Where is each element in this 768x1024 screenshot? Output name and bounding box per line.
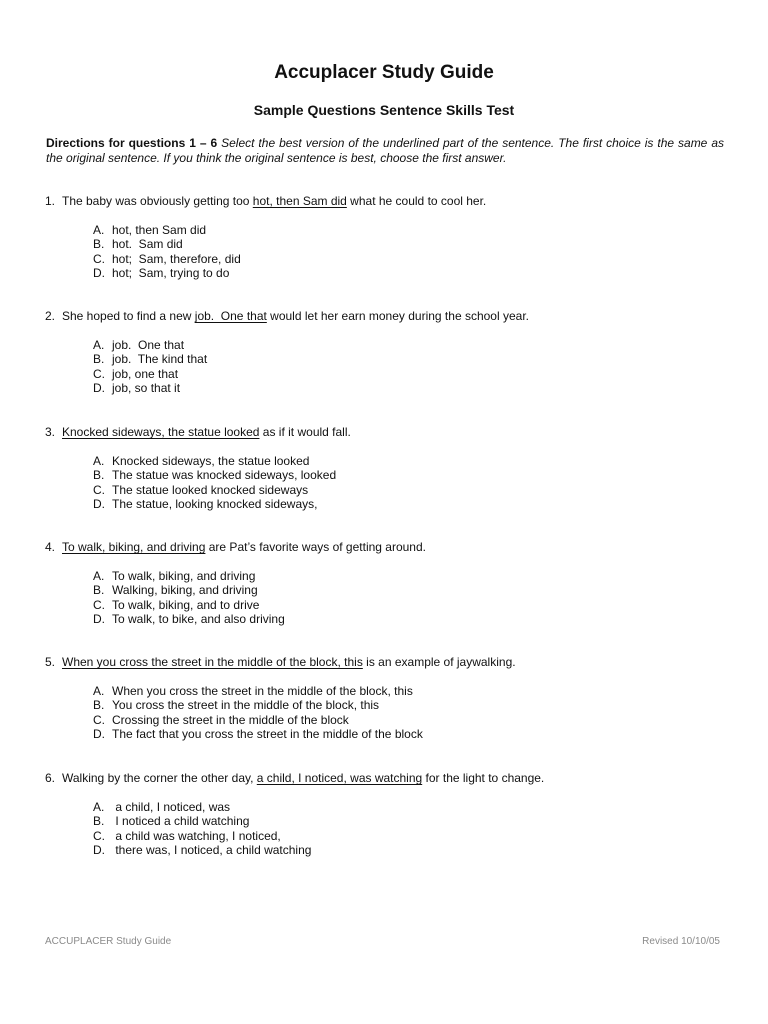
- answer-option-b: [93, 698, 735, 713]
- question-number: 4.: [45, 540, 56, 554]
- stem-before: Walking by the corner the other day,: [62, 771, 257, 785]
- question-stem: [45, 309, 735, 324]
- option-letter: D.: [93, 843, 105, 858]
- directions-paragraph: [46, 136, 724, 165]
- option-text: hot; Sam, therefore, did: [112, 251, 241, 266]
- answer-option-a: [93, 223, 735, 238]
- answer-option-d: [93, 727, 735, 742]
- answer-option-c: [93, 367, 735, 382]
- stem-after: are Pat’s favorite ways of getting around.: [205, 540, 426, 554]
- answer-option-d: [93, 612, 735, 627]
- answer-options: [93, 569, 735, 627]
- option-letter: B.: [93, 352, 105, 367]
- answer-options: [93, 684, 735, 742]
- answer-option-b: [93, 583, 735, 598]
- option-letter: C.: [93, 597, 105, 612]
- question-number: 6.: [45, 771, 56, 785]
- stem-underlined: hot, then Sam did: [252, 194, 347, 208]
- answer-option-c: [93, 598, 735, 613]
- option-text: hot, then Sam did: [112, 222, 207, 237]
- option-letter: D.: [93, 727, 105, 742]
- footer-revision-date: Revised 10/10/05: [642, 936, 720, 947]
- option-text: When you cross the street in the middle of the block, this: [112, 683, 413, 698]
- option-text: job. One that: [112, 337, 185, 352]
- answer-options: [93, 338, 735, 396]
- directions-lead: Directions for questions 1 – 6: [46, 136, 218, 150]
- option-text: The fact that you cross the street in the middle of the block: [112, 727, 423, 742]
- stem-underlined: a child, I noticed, was watching: [256, 771, 423, 785]
- answer-option-a: [93, 684, 735, 699]
- answer-option-b: [93, 814, 735, 829]
- option-text: a child was watching, I noticed,: [112, 828, 281, 843]
- option-text: To walk, to bike, and also driving: [112, 612, 285, 627]
- option-text: job, so that it: [112, 381, 181, 396]
- option-text: Knocked sideways, the statue looked: [112, 453, 310, 468]
- page-subtitle: Sample Questions Sentence Skills Test: [253, 102, 515, 118]
- answer-option-a: [93, 800, 735, 815]
- option-text: there was, I noticed, a child watching: [112, 843, 312, 858]
- page-title: Accuplacer Study Guide: [274, 62, 494, 83]
- option-letter: D.: [93, 497, 105, 512]
- option-letter: D.: [93, 266, 105, 281]
- answer-option-b: [93, 352, 735, 367]
- option-letter: C.: [93, 828, 105, 843]
- question-4: [45, 540, 735, 627]
- option-text: To walk, biking, and to drive: [112, 597, 260, 612]
- option-text: hot. Sam did: [112, 237, 183, 252]
- answer-option-d: [93, 381, 735, 396]
- question-number: 5.: [45, 655, 56, 669]
- footer-left: ACCUPLACER Study Guide: [45, 936, 172, 947]
- question-6: [45, 771, 735, 858]
- option-letter: C.: [93, 251, 105, 266]
- question-stem: [45, 425, 735, 440]
- stem-underlined: Knocked sideways, the statue looked: [62, 425, 260, 439]
- answer-options: [93, 800, 735, 858]
- option-letter: A.: [93, 799, 105, 814]
- option-letter: A.: [93, 568, 105, 583]
- question-stem: [45, 655, 735, 670]
- option-text: a child, I noticed, was: [112, 799, 231, 814]
- stem-after: would let her earn money during the school year.: [266, 309, 529, 323]
- option-letter: A.: [93, 337, 105, 352]
- directions-text: Select the best version of the underlined part of the sentence. The first choice is the same as the original sentence. If you think the original sentence is best, choose the first answer.: [46, 136, 724, 165]
- question-2: [45, 309, 735, 396]
- option-letter: A.: [93, 453, 105, 468]
- option-text: The statue looked knocked sideways: [112, 482, 309, 497]
- question-number: 2.: [45, 309, 56, 323]
- stem-before: She hoped to find a new: [62, 309, 195, 323]
- answer-option-b: [93, 237, 735, 252]
- option-text: hot; Sam, trying to do: [112, 266, 230, 281]
- answer-option-d: [93, 266, 735, 281]
- option-letter: A.: [93, 222, 105, 237]
- question-stem: [45, 540, 735, 555]
- stem-underlined: To walk, biking, and driving: [62, 540, 206, 554]
- answer-option-a: [93, 569, 735, 584]
- stem-after: is an example of jaywalking.: [362, 655, 516, 669]
- option-letter: C.: [93, 366, 105, 381]
- option-text: job, one that: [112, 366, 179, 381]
- option-letter: D.: [93, 612, 105, 627]
- option-text: Walking, biking, and driving: [112, 583, 258, 598]
- question-1: [45, 194, 735, 281]
- answer-option-d: [93, 497, 735, 512]
- answer-option-c: [93, 252, 735, 267]
- answer-option-d: [93, 843, 735, 858]
- question-number: 1.: [45, 194, 56, 208]
- option-letter: A.: [93, 683, 105, 698]
- answer-option-b: [93, 468, 735, 483]
- answer-option-c: [93, 483, 735, 498]
- option-text: The statue, looking knocked sideways,: [112, 497, 318, 512]
- answer-option-c: [93, 713, 735, 728]
- option-text: job. The kind that: [112, 352, 208, 367]
- answer-option-a: [93, 454, 735, 469]
- question-stem: [45, 194, 735, 209]
- option-letter: B.: [93, 814, 105, 829]
- stem-after: what he could to cool her.: [346, 194, 487, 208]
- option-text: You cross the street in the middle of the block, this: [112, 698, 380, 713]
- answer-option-c: [93, 829, 735, 844]
- answer-option-a: [93, 338, 735, 353]
- stem-before: The baby was obviously getting too: [62, 194, 253, 208]
- answer-options: [93, 223, 735, 281]
- option-text: Crossing the street in the middle of the block: [112, 712, 349, 727]
- option-letter: B.: [93, 583, 105, 598]
- stem-after: for the light to change.: [422, 771, 545, 785]
- option-letter: B.: [93, 468, 105, 483]
- question-3: [45, 425, 735, 512]
- option-letter: C.: [93, 482, 105, 497]
- question-5: [45, 655, 735, 742]
- option-letter: C.: [93, 712, 105, 727]
- stem-after: as if it would fall.: [259, 425, 351, 439]
- answer-options: [93, 454, 735, 512]
- question-stem: [45, 771, 735, 786]
- option-text: I noticed a child watching: [112, 814, 250, 829]
- option-letter: B.: [93, 237, 105, 252]
- option-text: To walk, biking, and driving: [112, 568, 256, 583]
- stem-underlined: job. One that: [194, 309, 267, 323]
- stem-underlined: When you cross the street in the middle of the block, this: [62, 655, 363, 669]
- option-letter: B.: [93, 698, 105, 713]
- question-number: 3.: [45, 425, 56, 439]
- option-letter: D.: [93, 381, 105, 396]
- option-text: The statue was knocked sideways, looked: [112, 468, 337, 483]
